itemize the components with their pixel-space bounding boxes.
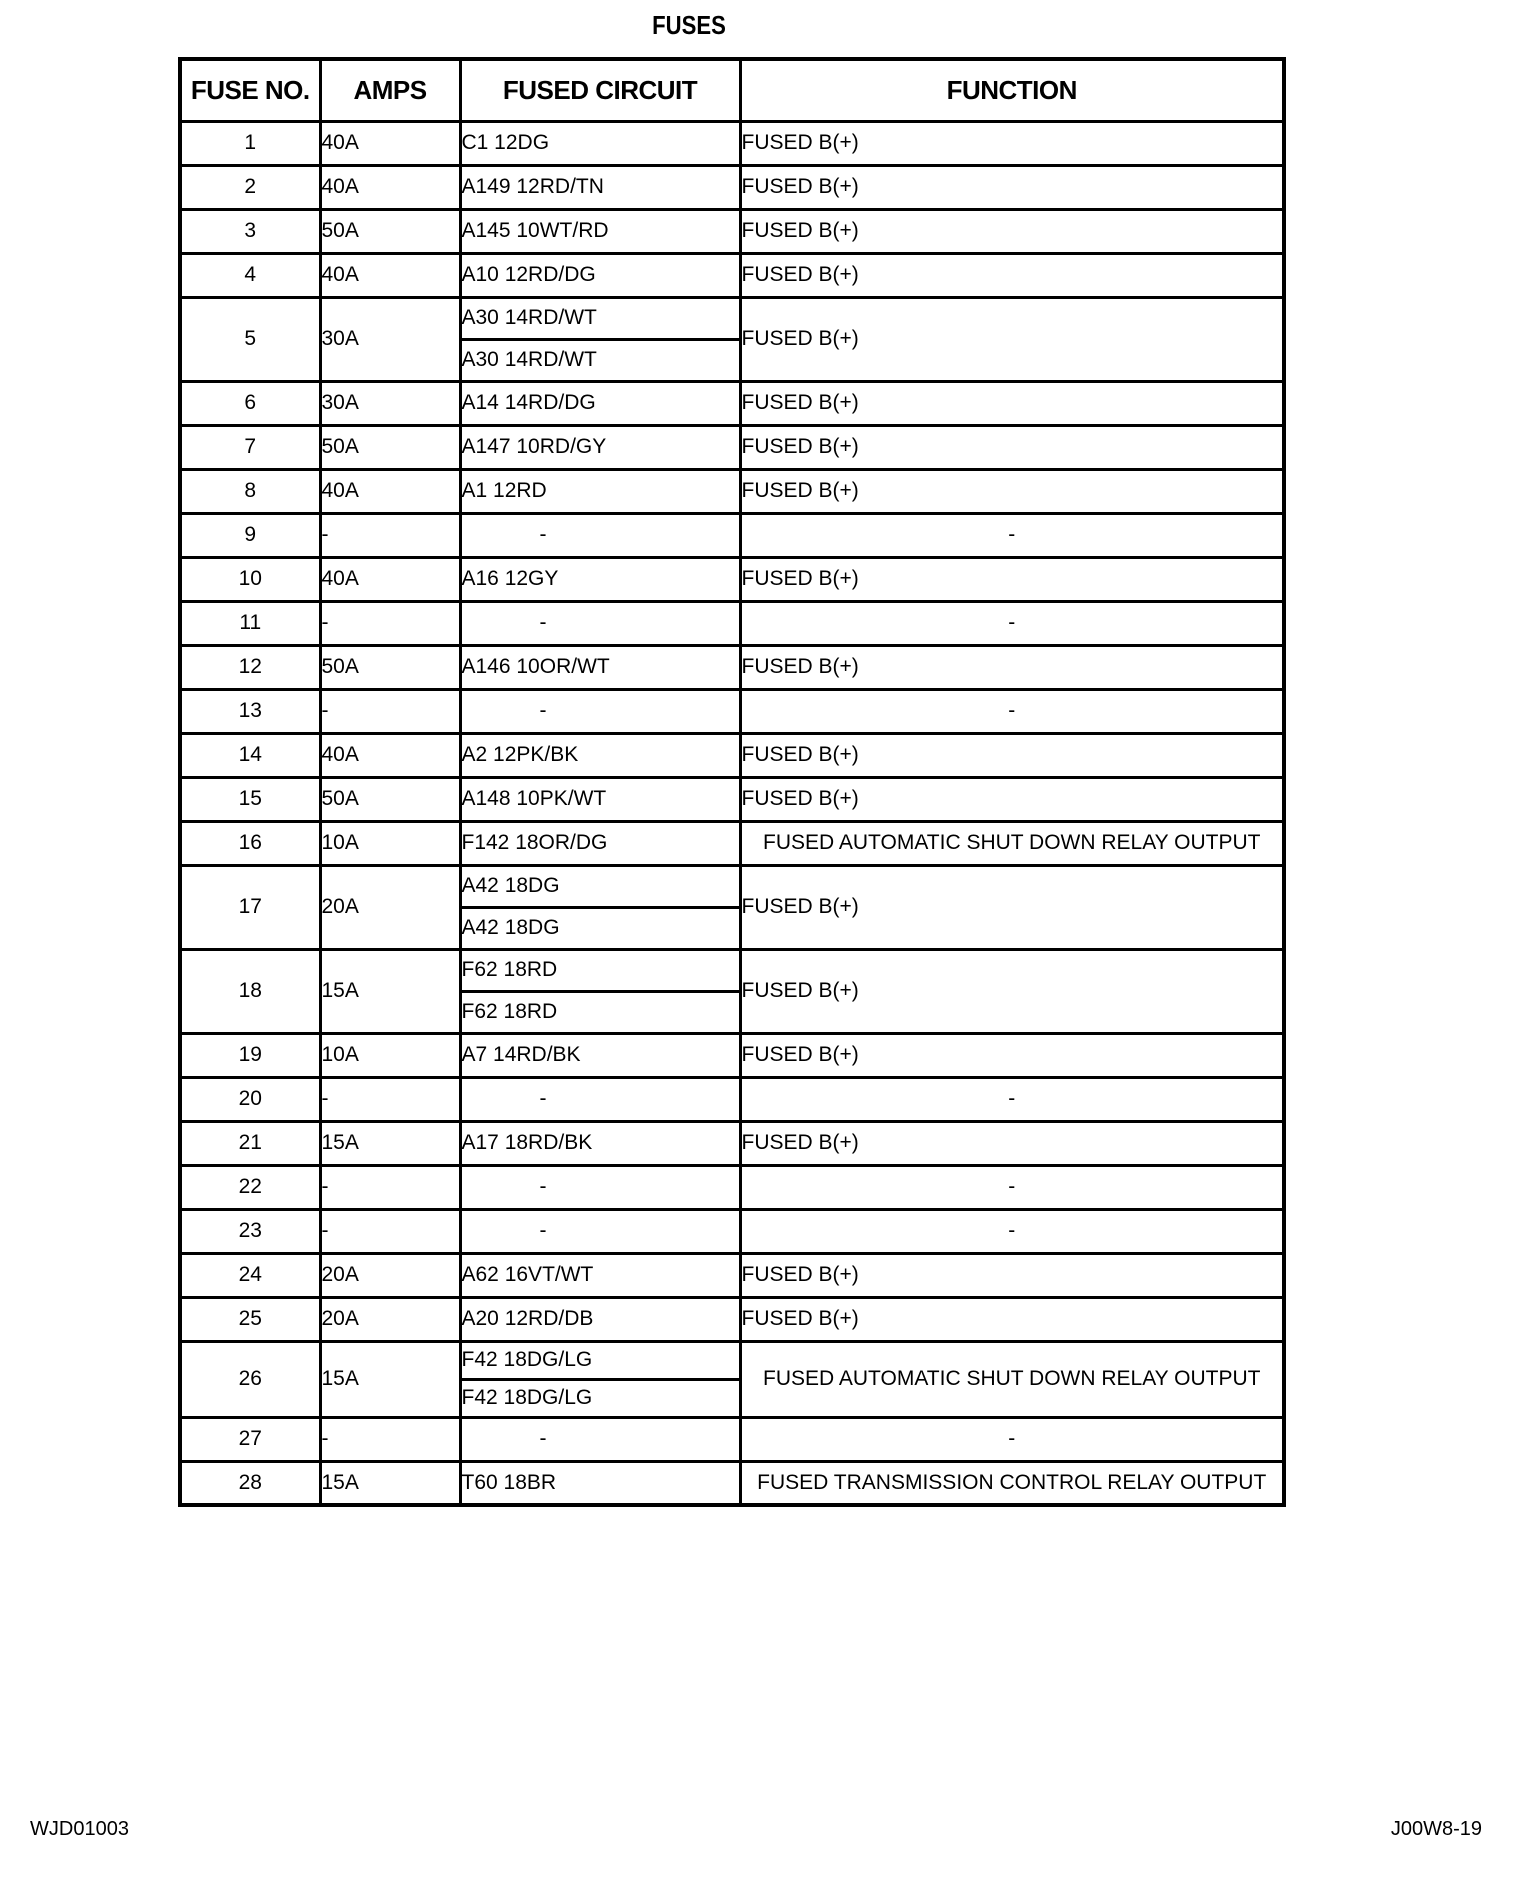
table-row <box>180 209 1284 253</box>
table-row <box>180 381 1284 425</box>
fuse-function: FUSED B(+) <box>740 381 1284 425</box>
table-row <box>180 865 1284 907</box>
fused-circuit: A17 18RD/BK <box>460 1121 740 1165</box>
page-title: FUSES <box>652 10 726 40</box>
fuse-amps: 40A <box>320 253 460 297</box>
table-row <box>180 601 1284 645</box>
table-row <box>180 1209 1284 1253</box>
fuse-amps: 20A <box>320 865 460 949</box>
fuse-amps: 50A <box>320 645 460 689</box>
fused-circuit: A148 10PK/WT <box>460 777 740 821</box>
table-row <box>180 1165 1284 1209</box>
table-row <box>180 253 1284 297</box>
fused-circuit: F42 18DG/LG <box>460 1341 740 1379</box>
fuse-amps: - <box>320 513 460 557</box>
fuse-number: 6 <box>180 381 320 425</box>
fuse-function: FUSED B(+) <box>740 425 1284 469</box>
fuse-amps: - <box>320 1077 460 1121</box>
table-row <box>180 1033 1284 1077</box>
fuse-function: FUSED B(+) <box>740 469 1284 513</box>
fuse-number: 18 <box>180 949 320 1033</box>
fused-circuit: A149 12RD/TN <box>460 165 740 209</box>
fuse-number: 16 <box>180 821 320 865</box>
fuse-function: - <box>740 1165 1284 1209</box>
fused-circuit: - <box>460 1077 740 1121</box>
fused-circuit: F142 18OR/DG <box>460 821 740 865</box>
fuse-function: - <box>740 601 1284 645</box>
table-row <box>180 821 1284 865</box>
fuse-function: FUSED AUTOMATIC SHUT DOWN RELAY OUTPUT <box>740 1341 1284 1417</box>
table-row <box>180 949 1284 991</box>
fused-circuit: A42 18DG <box>460 907 740 949</box>
fuse-amps: 15A <box>320 1121 460 1165</box>
fuse-amps: 50A <box>320 777 460 821</box>
fuse-number: 13 <box>180 689 320 733</box>
fuse-number: 23 <box>180 1209 320 1253</box>
header-function: FUNCTION <box>740 59 1284 121</box>
fused-circuit: A16 12GY <box>460 557 740 601</box>
fuse-amps: 15A <box>320 1341 460 1417</box>
fuse-number: 22 <box>180 1165 320 1209</box>
fused-circuit: A20 12RD/DB <box>460 1297 740 1341</box>
fused-circuit: - <box>460 1209 740 1253</box>
fuse-amps: 40A <box>320 733 460 777</box>
fuse-number: 12 <box>180 645 320 689</box>
fuse-function: FUSED B(+) <box>740 253 1284 297</box>
table-row <box>180 557 1284 601</box>
fuse-function: FUSED B(+) <box>740 777 1284 821</box>
table-row <box>180 165 1284 209</box>
fused-circuit: A30 14RD/WT <box>460 339 740 381</box>
fused-circuit: F62 18RD <box>460 991 740 1033</box>
header-fuse-no: FUSE NO. <box>180 59 320 121</box>
fuse-amps: 50A <box>320 209 460 253</box>
fuse-amps: 40A <box>320 165 460 209</box>
fuse-function: FUSED B(+) <box>740 1253 1284 1297</box>
fuse-amps: 10A <box>320 1033 460 1077</box>
table-row <box>180 1297 1284 1341</box>
fuse-amps: 10A <box>320 821 460 865</box>
fused-circuit: - <box>460 1417 740 1461</box>
fused-circuit: A14 14RD/DG <box>460 381 740 425</box>
fused-circuit: A42 18DG <box>460 865 740 907</box>
fuse-function: - <box>740 513 1284 557</box>
fuse-amps: - <box>320 1165 460 1209</box>
fuse-amps: 30A <box>320 297 460 381</box>
fused-circuit: A1 12RD <box>460 469 740 513</box>
table-row <box>180 1417 1284 1461</box>
fuse-function: - <box>740 1209 1284 1253</box>
fuse-function: - <box>740 689 1284 733</box>
fuse-amps: 30A <box>320 381 460 425</box>
fused-circuit: - <box>460 1165 740 1209</box>
fuse-number: 15 <box>180 777 320 821</box>
figure-id-right: J00W8-19 <box>1390 1818 1482 1840</box>
table-row <box>180 645 1284 689</box>
table-row <box>180 777 1284 821</box>
fuse-amps: 20A <box>320 1297 460 1341</box>
fuse-function: FUSED B(+) <box>740 121 1284 165</box>
fuse-number: 7 <box>180 425 320 469</box>
fuse-number: 20 <box>180 1077 320 1121</box>
fuse-number: 9 <box>180 513 320 557</box>
table-row <box>180 733 1284 777</box>
table-row <box>180 513 1284 557</box>
fuse-function: FUSED B(+) <box>740 1121 1284 1165</box>
fuse-number: 10 <box>180 557 320 601</box>
fused-circuit: A62 16VT/WT <box>460 1253 740 1297</box>
fuse-function: FUSED AUTOMATIC SHUT DOWN RELAY OUTPUT <box>740 821 1284 865</box>
fused-circuit: A7 14RD/BK <box>460 1033 740 1077</box>
fuse-amps: - <box>320 1209 460 1253</box>
fuse-number: 8 <box>180 469 320 513</box>
fuse-function: FUSED B(+) <box>740 1033 1284 1077</box>
fuse-function: FUSED B(+) <box>740 733 1284 777</box>
fuse-table <box>178 57 1286 1507</box>
fuse-number: 11 <box>180 601 320 645</box>
fuse-function: FUSED B(+) <box>740 1297 1284 1341</box>
fuse-number: 2 <box>180 165 320 209</box>
fuse-function: FUSED B(+) <box>740 209 1284 253</box>
fused-circuit: A10 12RD/DG <box>460 253 740 297</box>
fuse-number: 1 <box>180 121 320 165</box>
fuse-function: FUSED B(+) <box>740 557 1284 601</box>
table-row <box>180 1121 1284 1165</box>
fuse-function: FUSED TRANSMISSION CONTROL RELAY OUTPUT <box>740 1461 1284 1505</box>
fuse-amps: 15A <box>320 949 460 1033</box>
fused-circuit: A2 12PK/BK <box>460 733 740 777</box>
fused-circuit: A147 10RD/GY <box>460 425 740 469</box>
fuse-number: 5 <box>180 297 320 381</box>
fuse-table-body <box>180 121 1284 1505</box>
fuse-amps: 15A <box>320 1461 460 1505</box>
fuse-function: - <box>740 1417 1284 1461</box>
figure-id-left: WJD01003 <box>30 1818 129 1840</box>
header-fused-circuit: FUSED CIRCUIT <box>460 59 740 121</box>
fuse-number: 26 <box>180 1341 320 1417</box>
table-row <box>180 1253 1284 1297</box>
table-row <box>180 469 1284 513</box>
fuse-amps: 20A <box>320 1253 460 1297</box>
table-row <box>180 689 1284 733</box>
fused-circuit: C1 12DG <box>460 121 740 165</box>
table-row <box>180 425 1284 469</box>
fuse-amps: - <box>320 689 460 733</box>
fused-circuit: A146 10OR/WT <box>460 645 740 689</box>
fused-circuit: - <box>460 601 740 645</box>
fused-circuit: F62 18RD <box>460 949 740 991</box>
fused-circuit: - <box>460 513 740 557</box>
fused-circuit: T60 18BR <box>460 1461 740 1505</box>
fused-circuit: A30 14RD/WT <box>460 297 740 339</box>
table-row <box>180 1077 1284 1121</box>
fuse-function: FUSED B(+) <box>740 865 1284 949</box>
table-row <box>180 297 1284 339</box>
header-amps: AMPS <box>320 59 460 121</box>
fuse-number: 14 <box>180 733 320 777</box>
fuse-function: FUSED B(+) <box>740 949 1284 1033</box>
fuse-number: 27 <box>180 1417 320 1461</box>
fuse-number: 19 <box>180 1033 320 1077</box>
fuse-number: 28 <box>180 1461 320 1505</box>
table-row <box>180 1341 1284 1379</box>
fuse-amps: - <box>320 601 460 645</box>
fuse-function: FUSED B(+) <box>740 645 1284 689</box>
fuse-number: 3 <box>180 209 320 253</box>
fuse-amps: 40A <box>320 121 460 165</box>
fuse-function: FUSED B(+) <box>740 297 1284 381</box>
table-header-row <box>180 59 1284 121</box>
fused-circuit: - <box>460 689 740 733</box>
fuse-function: FUSED B(+) <box>740 165 1284 209</box>
fuse-number: 21 <box>180 1121 320 1165</box>
fuse-amps: 40A <box>320 557 460 601</box>
fuse-amps: - <box>320 1417 460 1461</box>
fuse-number: 4 <box>180 253 320 297</box>
fused-circuit: A145 10WT/RD <box>460 209 740 253</box>
fuse-number: 17 <box>180 865 320 949</box>
fused-circuit: F42 18DG/LG <box>460 1379 740 1417</box>
fuse-amps: 40A <box>320 469 460 513</box>
fuse-number: 25 <box>180 1297 320 1341</box>
table-row <box>180 121 1284 165</box>
table-row <box>180 1461 1284 1505</box>
fuse-number: 24 <box>180 1253 320 1297</box>
fuse-amps: 50A <box>320 425 460 469</box>
fuse-function: - <box>740 1077 1284 1121</box>
